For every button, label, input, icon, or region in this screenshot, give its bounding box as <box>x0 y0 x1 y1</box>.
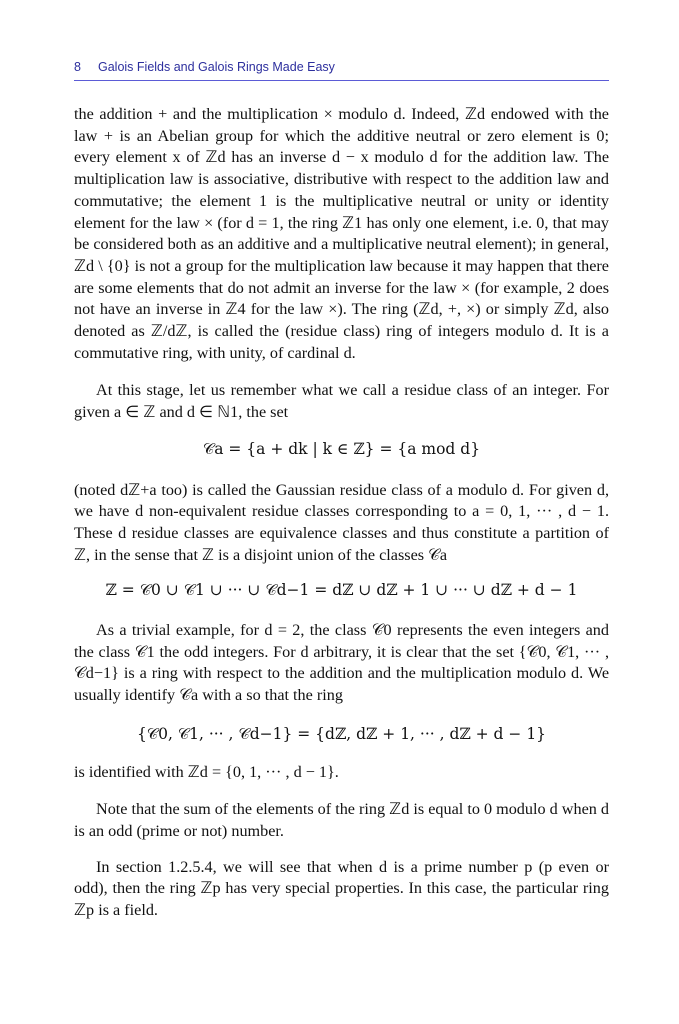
running-title: Galois Fields and Galois Rings Made Easy <box>98 60 335 74</box>
running-header <box>74 58 609 81</box>
equation-ring-identification: {𝒞0, 𝒞1, ··· , 𝒞d−1} = {dℤ, dℤ + 1, ··· , dℤ + d − 1} <box>136 724 547 743</box>
page-number: 8 <box>74 60 81 74</box>
paragraph-zd-ring-definition: the addition + and the multiplication × modulo d. Indeed, ℤd endowed with the law + is an Abelian group for which the additive neutral or zero element is 0; every element x of ℤd has an inverse d − x modulo d for the addition law. The multiplication law is associative, distributive with respect to the addition law and commutative; the element 1 is the multiplicative neutral or unity or identity element for the law × (for d = 1, the ring ℤ1 has only one element, i.e. 0, that may be considered both as an additive and a multiplicative neutral element); in general, ℤd \ {0} is not a group for the multiplication law because it may happen that there are some elements that do not admit an inverse for the law × (for example, 2 does not have an inverse in ℤ4 for the law ×). The ring (ℤd, +, ×) or simply ℤd, also denoted as ℤ/dℤ, is called the (residue class) ring of integers modulo d. It is a commutative ring, with unity, of cardinal d. <box>74 105 609 362</box>
page-body <box>74 104 609 922</box>
paragraph-prime-field-note: In section 1.2.5.4, we will see that when d is a prime number p (p even or odd), then the ring ℤp has very special properties. In this case, the particular ring ℤp is a field. <box>74 857 609 920</box>
paragraph-sum-of-elements: Note that the sum of the elements of the ring ℤd is equal to 0 modulo d when d is an odd (prime or not) number. <box>74 800 609 840</box>
paragraph-residue-class-intro: At this stage, let us remember what we call a residue class of an integer. For given a ∈ ℤ and d ∈ ℕ1, the set <box>74 381 609 422</box>
paragraph-trivial-example: As a trivial example, for d = 2, the class 𝒞0 represents the even integers and the class 𝒞1 the odd integers. For d arbitrary, it is clear that the set {𝒞0, 𝒞1, ··· , 𝒞d−1} is a ring with respect to the addition and the multiplication modulo d. We usually identify 𝒞a with a so that the ring <box>74 621 609 705</box>
paragraph-gaussian-residue-class: (noted dℤ+a too) is called the Gaussian residue class of a modulo d. For given d, we have d non-equivalent residue classes corresponding to a = 0, 1, ··· , d − 1. These d residue classes are equivalence classes and thus constitute a partition of ℤ, in the sense that ℤ is a disjoint union of the classes 𝒞a <box>74 480 609 564</box>
equation-residue-class: 𝒞a = {a + dk | k ∈ ℤ} = {a mod d} <box>202 439 481 458</box>
paragraph-identified-with-zd: is identified with ℤd = {0, 1, ··· , d − 1}. <box>74 762 339 781</box>
equation-partition: ℤ = 𝒞0 ∪ 𝒞1 ∪ ··· ∪ 𝒞d−1 = dℤ ∪ dℤ + 1 ∪ ··· ∪ dℤ + d − 1 <box>105 581 578 600</box>
